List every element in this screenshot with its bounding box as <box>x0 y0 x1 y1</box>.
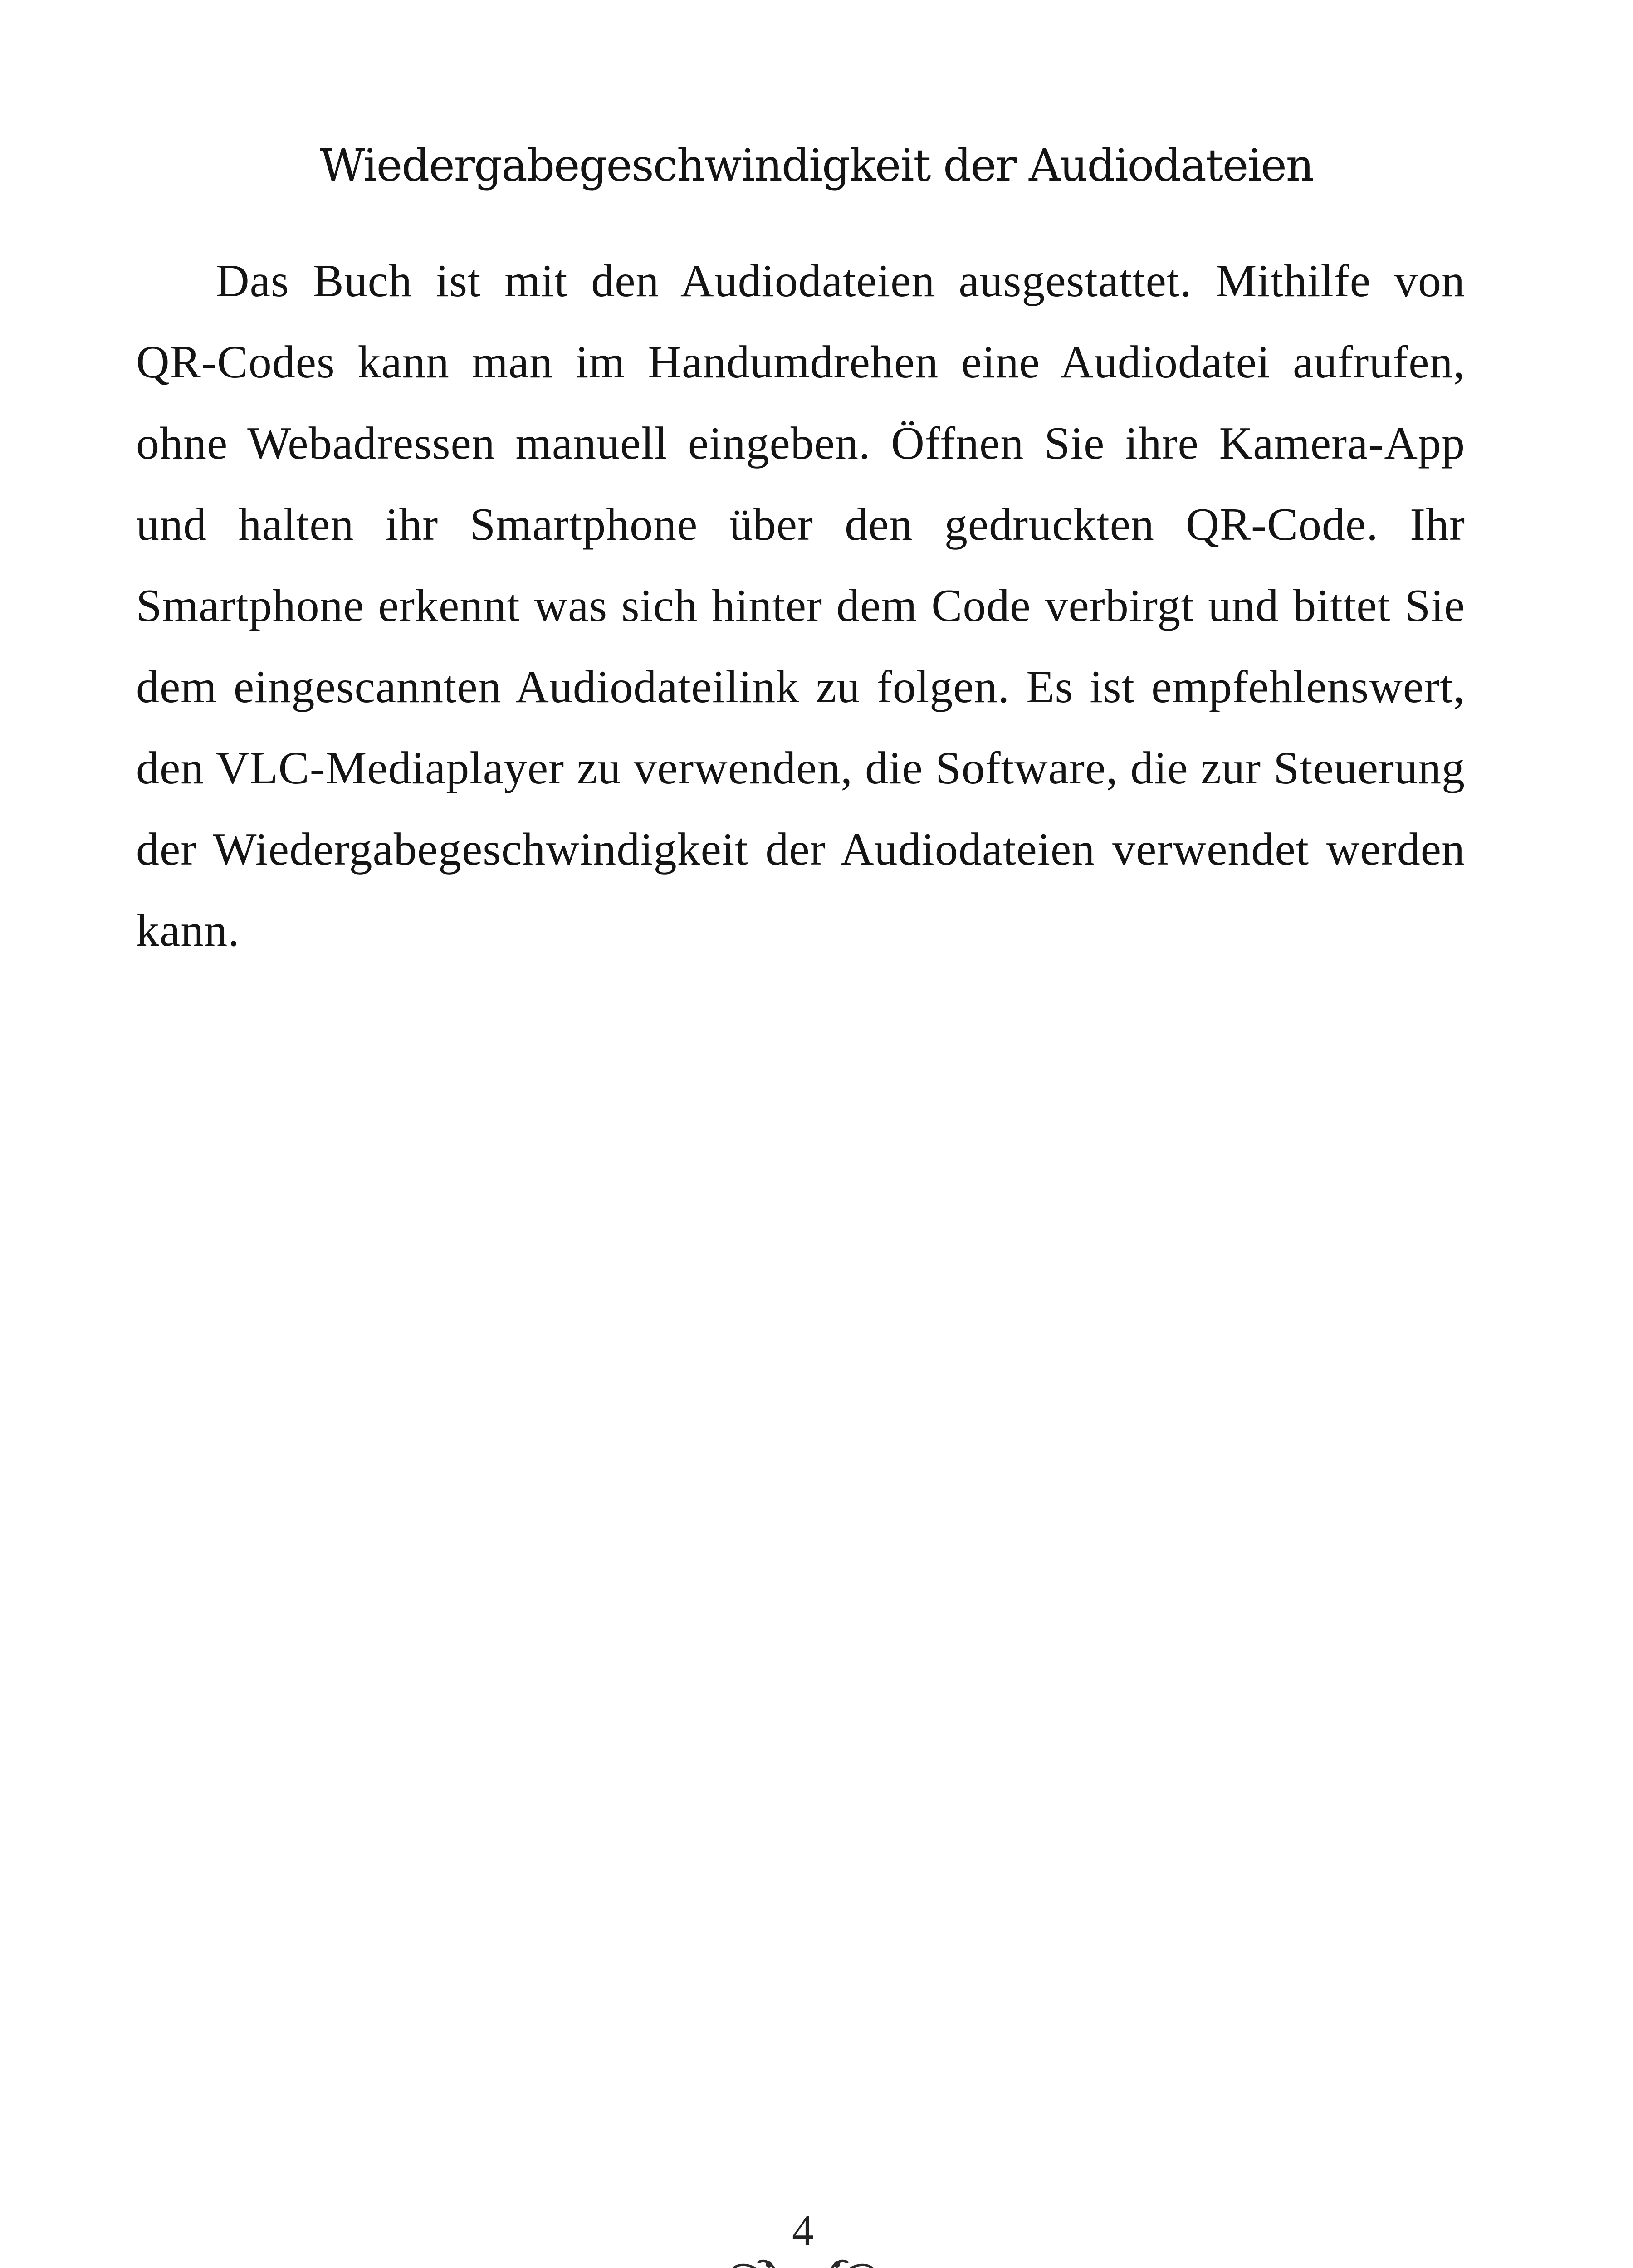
page-number: 4 <box>792 2206 814 2254</box>
flourish-ornament-icon <box>721 2219 885 2268</box>
body-paragraph: Das Buch ist mit den Audiodateien ausgestattet. Mithilfe von QR-Codes kann man im Handumdrehen eine Audiodatei aufrufen, ohne Webadressen manuell eingeben. Öffnen Sie ihre Kamera-App und halten ihr Smartphone über den gedruckten QR-Code. Ihr Smartphone erkennt was sich hinter dem Code verbirgt und bittet Sie dem eingescannten Audiodateilink zu folgen. Es ist empfehlenswert, den VLC-Mediaplayer zu verwenden, die Software, die zur Steuerung der Wiedergabegeschwindigkeit der Audiodateien verwendet werden kann. <box>136 255 1465 956</box>
page-footer <box>712 2205 894 2268</box>
page-heading: Wiedergabegeschwindigkeit der Audiodateien <box>319 140 1314 191</box>
